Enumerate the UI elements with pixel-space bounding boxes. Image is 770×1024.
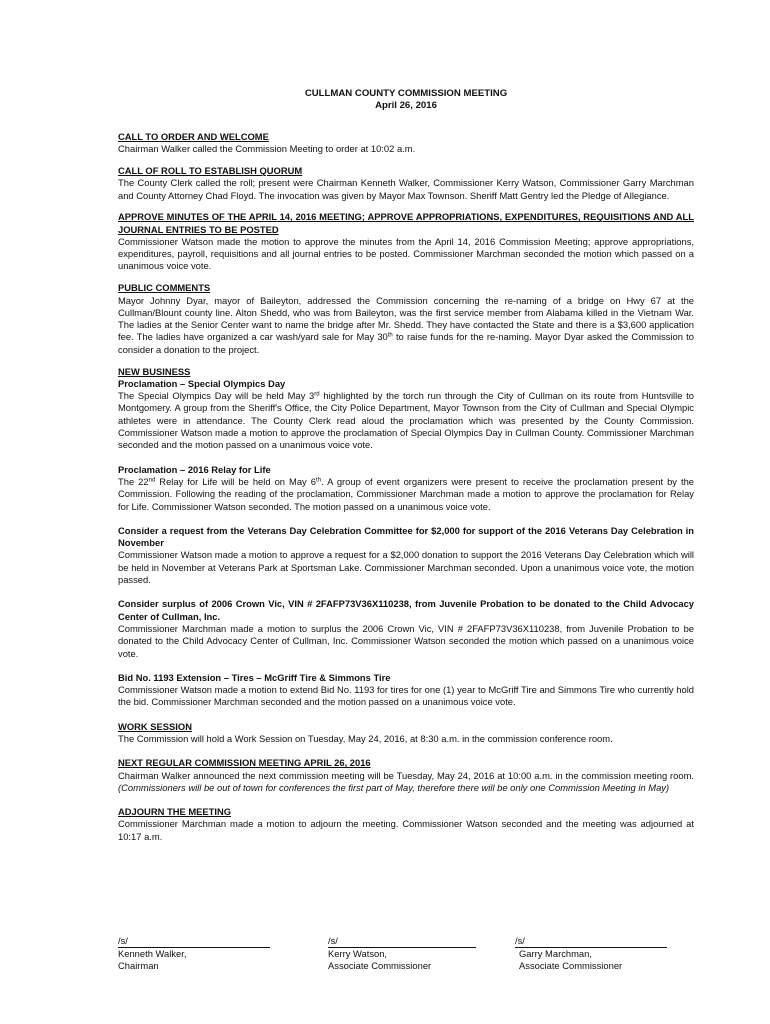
item-surplus-vehicle <box>118 598 694 659</box>
signer-title: Associate Commissioner <box>328 960 432 972</box>
section-text: The Commission will hold a Work Session on Tuesday, May 24, 2016, at 8:30 a.m. in the commission conference room. <box>118 732 613 744</box>
signature-line: /s/ <box>515 935 667 948</box>
signer-name: Garry Marchman, <box>519 948 592 959</box>
section-approve-minutes <box>118 211 694 272</box>
document-date: April 26, 2016 <box>375 100 437 112</box>
section-text: Mayor Johnny Dyar, mayor of Baileyton, addressed the Commission concerning the re-naming of a bridge on Hwy 67 at the Cullman/Blount county line. Alton Shedd, who was from Baileyton, was the first service member from Alabama killed in the Vietnam War. The ladies at the Senior Center want to name the bridge after Mr. Shedd. They have contacted the State and there is a $3,600 application fee. The ladies have organized a car wash/yard sale for May 30th to raise funds for the re-naming. Mayor Dyar asked the Commission to consider a donation to the project. <box>118 294 694 355</box>
section-heading: CALL TO ORDER AND WELCOME <box>118 130 269 142</box>
section-next-meeting <box>118 757 694 794</box>
item-veterans-day <box>118 525 694 586</box>
section-call-to-order <box>118 131 694 156</box>
signature-block <box>118 935 694 985</box>
item-text: Commissioner Watson made a motion to extend Bid No. 1193 for tires for one (1) year to McGriff Tire and Simmons Tire who currently hold the bid. Commissioner Marchman seconded and the motion passed on a unanimous voice vote. <box>118 684 694 708</box>
signature-chairman <box>118 935 270 973</box>
signature-line: /s/ <box>118 935 270 948</box>
section-heading: WORK SESSION <box>118 720 192 732</box>
minutes-document <box>118 88 694 843</box>
signature-line: /s/ <box>328 935 476 948</box>
item-relay-for-life <box>118 464 694 513</box>
item-title: Proclamation – Special Olympics Day <box>118 377 286 389</box>
item-text: Commissioner Watson made a motion to approve a request for a $2,000 donation to support the 2016 Veterans Day Celebration which will be held in November at Veterans Park at Sportsman Lake. Commissioner Marchman seconded. Upon a unanimous voice vote, the motion passed. <box>118 549 694 586</box>
signature-commissioner-watson <box>328 935 476 973</box>
section-heading: APPROVE MINUTES OF THE APRIL 14, 2016 MEETING; APPROVE APPROPRIATIONS, EXPENDITURES, REQUISITIONS AND ALL JOURNAL ENTRIES TO BE POSTED <box>118 211 694 235</box>
section-heading: ADJOURN THE MEETING <box>118 806 232 818</box>
signer-name: Kenneth Walker, <box>118 948 187 959</box>
section-text: Chairman Walker announced the next commission meeting will be Tuesday, May 24, 2016 at 10:00 a.m. in the commission meeting room. (Commissioners will be out of town for conferences the first part of May, therefore there will be only one Commission Meeting in May) <box>118 769 694 793</box>
document-title: CULLMAN COUNTY COMMISSION MEETING <box>304 88 508 99</box>
item-title: Consider surplus of 2006 Crown Vic, VIN # 2FAFP73V36X110238, from Juvenile Probation to be donated to the Child Advocacy Center of Cullman, Inc. <box>118 598 694 622</box>
signature-commissioner-marchman <box>515 935 667 973</box>
section-heading: NEXT REGULAR COMMISSION MEETING APRIL 26, 2016 <box>118 757 371 769</box>
item-title: Proclamation – 2016 Relay for Life <box>118 463 271 475</box>
section-text: Commissioner Marchman made a motion to adjourn the meeting. Commissioner Watson seconded and the meeting was adjourned at 10:17 a.m. <box>118 818 694 842</box>
section-text: The County Clerk called the roll; present were Chairman Kenneth Walker, Commissioner Kerry Watson, Commissioner Garry Marchman and County Attorney Chad Floyd. The invocation was given by Mayor Max Townson. Sheriff Matt Gentry led the Pledge of Allegiance. <box>118 177 694 201</box>
section-work-session <box>118 721 694 746</box>
section-public-comments <box>118 282 694 356</box>
signer-name: Kerry Watson, <box>328 948 388 959</box>
section-heading: NEW BUSINESS <box>118 365 191 377</box>
section-text: Chairman Walker called the Commission Meeting to order at 10:02 a.m. <box>118 143 416 155</box>
section-new-business <box>118 366 694 452</box>
item-title: Consider a request from the Veterans Day Celebration Committee for $2,000 for support of the 2016 Veterans Day Celebration in November <box>118 524 694 549</box>
section-adjourn <box>118 806 694 843</box>
section-text: Commissioner Watson made the motion to approve the minutes from the April 14, 2016 Commission Meeting; approve appropriations, expenditures, payroll, requisitions and all journal entries to be posted. Commissioner Marchman seconded the motion which passed on a unanimous voice vote. <box>118 235 694 272</box>
signer-title: Associate Commissioner <box>519 960 623 972</box>
item-text: Commissioner Marchman made a motion to surplus the 2006 Crown Vic, VIN # 2FAFP73V36X110238, from Juvenile Probation to be donated to the Child Advocacy Center of Cullman, Inc. Commissioner Watson seconded the motion which passed on a unanimous voice vote. <box>118 622 694 659</box>
section-heading: CALL OF ROLL TO ESTABLISH QUORUM <box>118 164 303 176</box>
signer-title: Chairman <box>118 960 159 972</box>
item-text: The 22nd Relay for Life will be held on May 6th. A group of event organizers were present to receive the proclamation present by the Commission. Following the reading of the proclamation, Commissioner Marchman made a motion to approve the proclamation for Relay for Life. Commissioner Watson seconded. The motion passed on a unanimous voice vote. <box>118 475 695 512</box>
item-text: The Special Olympics Day will be held May 3rd highlighted by the torch run through the City of Cullman on its route from Huntsville to Montgomery. A group from the Sheriff's Office, the City Police Department, Mayor Townson from the City of Cullman and Special Olympic athletes were in attendance. The County Clerk read aloud the proclamation which was presented by the County Commission. Commissioner Watson made a motion to approve the proclamation of Special Olympics Day in Cullman County. Commissioner Marchman seconded and the motion passed on a unanimous voice vote. <box>118 390 694 451</box>
item-bid-extension <box>118 672 694 709</box>
section-roll-call <box>118 165 694 202</box>
section-heading: PUBLIC COMMENTS <box>118 282 211 294</box>
item-title: Bid No. 1193 Extension – Tires – McGriff Tire & Simmons Tire <box>118 671 391 683</box>
